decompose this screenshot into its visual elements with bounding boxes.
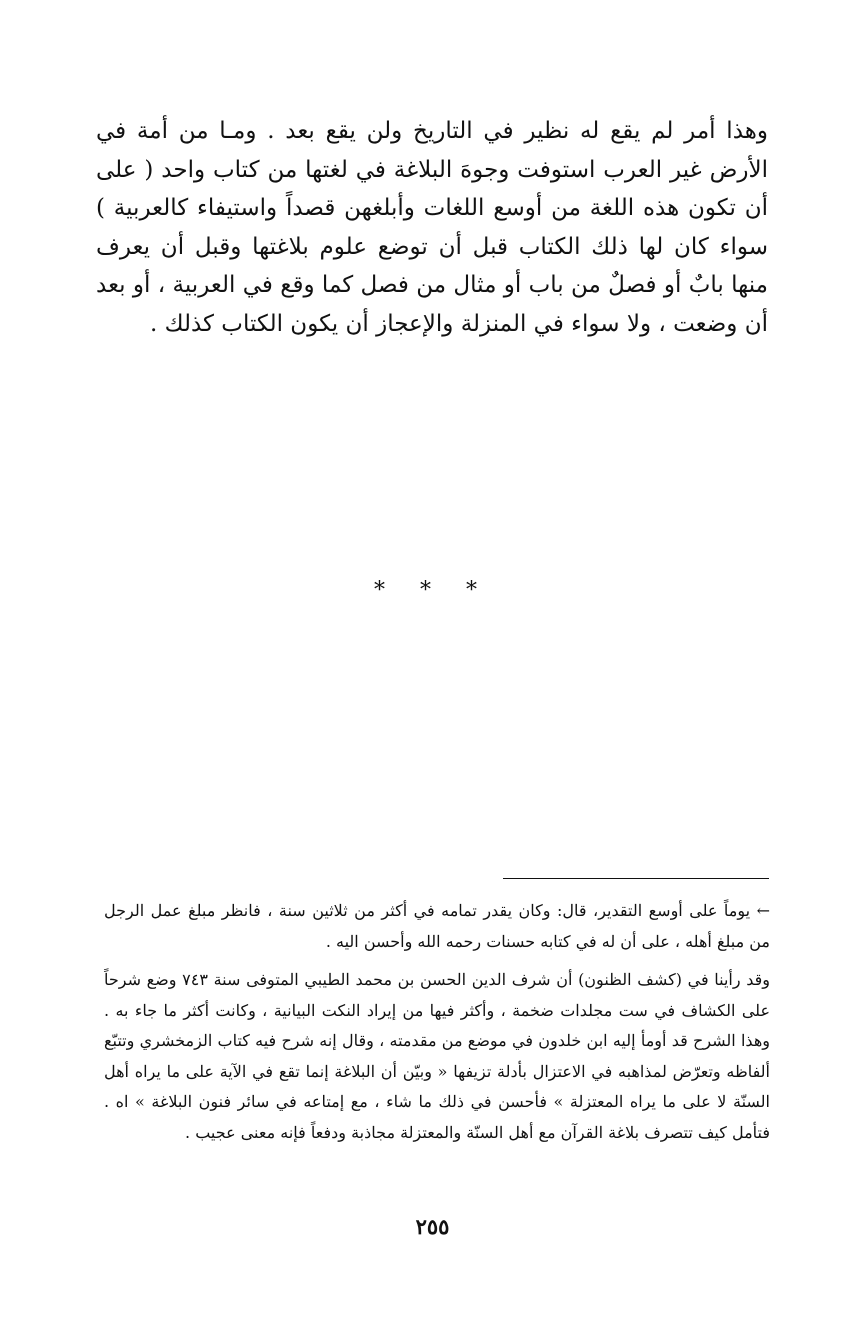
section-separator: * * *	[374, 578, 491, 603]
footnote-continuation: ← يوماً على أوسع التقدير، قال: وكان يقدر تمامه في أكثر من ثلاثين سنة ، فانظر مبلغ عمل الرجل من مبلغ أهله ، على أن له في كتابه حسنات رحمه الله وأحسن اليه .	[104, 901, 771, 951]
footnotes-section	[104, 896, 770, 1148]
footnote-paragraph: وقد رأينا في (كشف الظنون) أن شرف الدين الحسن بن محمد الطيبي المتوفى سنة ٧٤٣ وضع شرحاً على الكشاف في ست مجلدات ضخمة ، وأكثر فيها من إيراد النكت البيانية ، وكانت أكثر ما جاء به . وهذا الشرح قد أومأ إليه ابن خلدون في موضع من مقدمته ، وقال إنه شرح فيه كتاب الزمخشري وتتبّع ألفاظه وتعرّض لمذاهبه في الاعتزال بأدلة تزيفها « وبيّن أن البلاغة إنما تقع في الآية على ما يراه أهل السنّة لا على ما يراه المعتزلة » فأحسن في ذلك ما شاء ، مع إمتاعه في سائر فنون البلاغة » اه . فتأمل كيف تتصرف بلاغة القرآن مع أهل السنّة والمعتزلة مجاذبة ودفعاً فإنه معنى عجيب .	[104, 970, 771, 1142]
page-number: ٢٥٥	[415, 1214, 450, 1239]
footnote-divider	[503, 878, 769, 879]
main-paragraph: وهذا أمر لم يقع له نظير في التاريخ ولن يقع بعد . ومـا من أمة في الأرض غير العرب استوفت وجوهَ البلاغة في لغتها من كتاب واحد ( على أن تكون هذه اللغة من أوسع اللغات وأبلغهن قصداً واستيفاء كالعربية ) سواء كان لها ذلك الكتاب قبل أن توضع علوم بلاغتها وقبل أن يعرف منها بابٌ أو فصلٌ من باب أو مثال من فصل كما وقع في العربية ، أو بعد أن وضعت ، ولا سواء في المنزلة والإعجاز أن يكون الكتاب كذلك .	[96, 118, 768, 337]
